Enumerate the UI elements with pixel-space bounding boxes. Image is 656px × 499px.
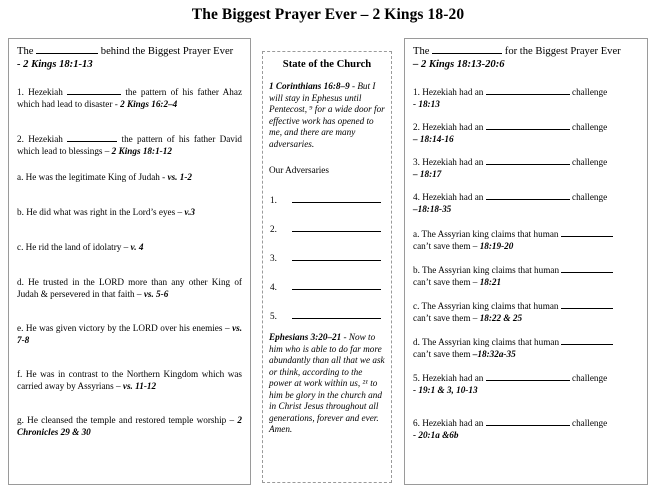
right-heading [413, 44, 639, 71]
right-item-3-blank[interactable] [486, 155, 570, 165]
right-item-c-pre: c. The Assyrian king claims that human [413, 301, 559, 311]
left-item-b [17, 206, 242, 218]
right-item-a-ref: 18:19-20 [479, 241, 514, 251]
adversary-blank[interactable] [292, 259, 381, 261]
left-item-c [17, 241, 242, 253]
left-item-1-post: the pattern of his father Ahaz which had lead to disaster - [17, 87, 243, 109]
adversary-number: 5. [270, 311, 277, 321]
right-item-2 [413, 120, 639, 145]
right-item-6 [413, 416, 639, 441]
right-item-4 [413, 190, 639, 215]
right-item-3-pre: 3. Hezekiah had an [413, 157, 484, 167]
adversary-row [269, 213, 385, 235]
right-item-6-pre: 6. Hezekiah had an [413, 418, 484, 428]
left-item-g-ref: 2 Chronicles 29 & 30 [17, 415, 243, 437]
right-item-2-pre: 2. Hezekiah had an [413, 122, 484, 132]
right-heading-post: for the Biggest Prayer Ever [504, 46, 621, 57]
right-item-6-post: challenge [572, 418, 608, 428]
right-item-1-pre: 1. Hezekiah had an [413, 87, 484, 97]
left-item-2-blank[interactable] [67, 132, 117, 142]
left-item-d-ref: vs. 5-6 [143, 289, 169, 299]
left-item-c-ref: v. 4 [130, 242, 144, 252]
left-item-a-ref: vs. 1-2 [167, 172, 193, 182]
left-item-d-text: d. He trusted in the LORD more than any other King of Judah & persevered in that faith – [17, 277, 242, 299]
right-item-a-pre: a. The Assyrian king claims that human [413, 229, 559, 239]
right-item-4-ref: –18:18-35 [413, 204, 452, 214]
left-item-2-ref: 2 Kings 18:1-12 [111, 146, 172, 156]
right-item-4-post: challenge [572, 192, 608, 202]
right-item-2-blank[interactable] [486, 120, 570, 130]
middle-panel [262, 51, 392, 483]
left-item-e-ref: vs. 7-8 [17, 323, 243, 345]
adversary-row [269, 184, 385, 206]
ephesians-verse [269, 332, 385, 436]
left-item-e-text: e. He was given victory by the LORD over his enemies – [17, 323, 230, 333]
left-panel [8, 38, 251, 485]
right-item-5-pre: 5. Hezekiah had an [413, 373, 484, 383]
adversary-number: 3. [270, 253, 277, 263]
right-item-a [413, 227, 639, 252]
left-item-1-ref: 2 Kings 16:2–4 [120, 99, 178, 109]
left-item-a [17, 171, 242, 183]
left-heading-blank[interactable] [36, 44, 98, 54]
corinthians-text: - But I will stay in Ephesus until Pentecost, ⁹ for a wide door for effective work has opened to me, and there are many adversaries. [269, 81, 385, 149]
adversary-blank[interactable] [292, 288, 381, 290]
right-item-d [413, 335, 639, 360]
right-item-c-blank[interactable] [561, 299, 613, 309]
right-item-1-post: challenge [572, 87, 608, 97]
left-item-2-pre: 2. Hezekiah [17, 134, 63, 144]
right-heading-pre: The [413, 46, 430, 57]
right-item-b-ref: 18:21 [479, 277, 502, 287]
left-item-2-post: the pattern of his father David which lead to blessings – [17, 134, 243, 156]
adversary-blank[interactable] [292, 230, 381, 232]
middle-title: State of the Church [282, 59, 372, 70]
right-heading-ref: – 2 Kings 18:13-20:6 [413, 59, 505, 70]
right-item-3-ref: – 18:17 [413, 169, 442, 179]
right-item-c-ref: 18:22 & 25 [479, 313, 523, 323]
adversary-number: 1. [270, 195, 277, 205]
adversary-row [269, 300, 385, 322]
right-item-a-blank[interactable] [561, 227, 613, 237]
right-item-4-pre: 4. Hezekiah had an [413, 192, 484, 202]
left-item-f-text: f. He was in contrast to the Northern Kingdom which was carried away by Assyrians – [17, 369, 242, 391]
left-heading-post: behind the Biggest Prayer Ever [100, 46, 234, 57]
right-item-c-post: can’t save them – [413, 313, 478, 323]
right-item-5-ref: - 19:1 & 3, 10-13 [413, 385, 478, 395]
adversary-number: 2. [270, 224, 277, 234]
left-item-d [17, 276, 242, 300]
adversary-blank[interactable] [292, 317, 381, 319]
left-item-f [17, 368, 242, 392]
left-item-1-blank[interactable] [67, 85, 121, 95]
left-item-1-pre: 1. Hezekiah [17, 87, 63, 97]
corinthians-ref: 1 Corinthians 16:8–9 [269, 81, 350, 91]
right-item-2-post: challenge [572, 122, 608, 132]
right-item-4-blank[interactable] [486, 190, 570, 200]
adversary-blank[interactable] [292, 201, 381, 203]
left-item-b-ref: v.3 [184, 207, 196, 217]
right-item-b-blank[interactable] [561, 263, 613, 273]
left-item-g-text: g. He cleansed the temple and restored temple worship – [17, 415, 235, 425]
left-item-g [17, 414, 242, 438]
right-item-6-blank[interactable] [486, 416, 570, 426]
right-item-3-post: challenge [572, 157, 608, 167]
right-panel [404, 38, 648, 485]
right-item-c [413, 299, 639, 324]
left-item-e [17, 322, 242, 346]
right-item-b [413, 263, 639, 288]
adversaries-title: Our Adversaries [269, 165, 329, 175]
right-item-a-post: can’t save them – [413, 241, 478, 251]
adversary-number: 4. [270, 282, 277, 292]
right-item-3 [413, 155, 639, 180]
right-item-b-pre: b. The Assyrian king claims that human [413, 265, 560, 275]
right-item-5-post: challenge [572, 373, 608, 383]
left-heading-pre: The [17, 46, 34, 57]
right-item-1-ref: - 18:13 [413, 99, 440, 109]
left-item-b-text: b. He did what was right in the Lord’s eyes – [17, 207, 183, 217]
right-item-d-pre: d. The Assyrian king claims that human [413, 337, 560, 347]
right-item-1 [413, 85, 639, 110]
left-item-c-text: c. He rid the land of idolatry – [17, 242, 129, 252]
adversary-row [269, 242, 385, 264]
right-item-5 [413, 371, 639, 396]
right-item-6-ref: - 20:1a &6b [413, 430, 459, 440]
corinthians-verse [269, 81, 385, 150]
left-item-f-ref: vs. 11-12 [122, 381, 157, 391]
right-item-b-post: can’t save them – [413, 277, 478, 287]
right-item-d-blank[interactable] [561, 335, 613, 345]
ephesians-text: - Now to him who is able to do far more abundantly than all that we ask or think, according to the power at work within us, ²¹ to him be glory in the church and in Christ Jesus throughout all generations, forever and ever. Amen. [269, 332, 385, 434]
left-item-2 [17, 132, 242, 157]
adversary-row [269, 271, 385, 293]
left-item-a-text: a. He was the legitimate King of Judah - [17, 172, 166, 182]
right-item-5-blank[interactable] [486, 371, 570, 381]
left-heading-ref: - 2 Kings 18:1-13 [17, 59, 93, 70]
right-heading-blank[interactable] [432, 44, 502, 54]
page-title: The Biggest Prayer Ever – 2 Kings 18-20 [191, 6, 465, 23]
right-item-2-ref: – 18:14-16 [413, 134, 454, 144]
right-item-1-blank[interactable] [486, 85, 570, 95]
right-item-d-ref: –18:32a-35 [472, 349, 516, 359]
left-heading [17, 44, 242, 71]
left-item-1 [17, 85, 242, 110]
right-item-d-post: can’t save them [413, 349, 471, 359]
ephesians-ref: Ephesians 3:20–21 [269, 332, 342, 342]
